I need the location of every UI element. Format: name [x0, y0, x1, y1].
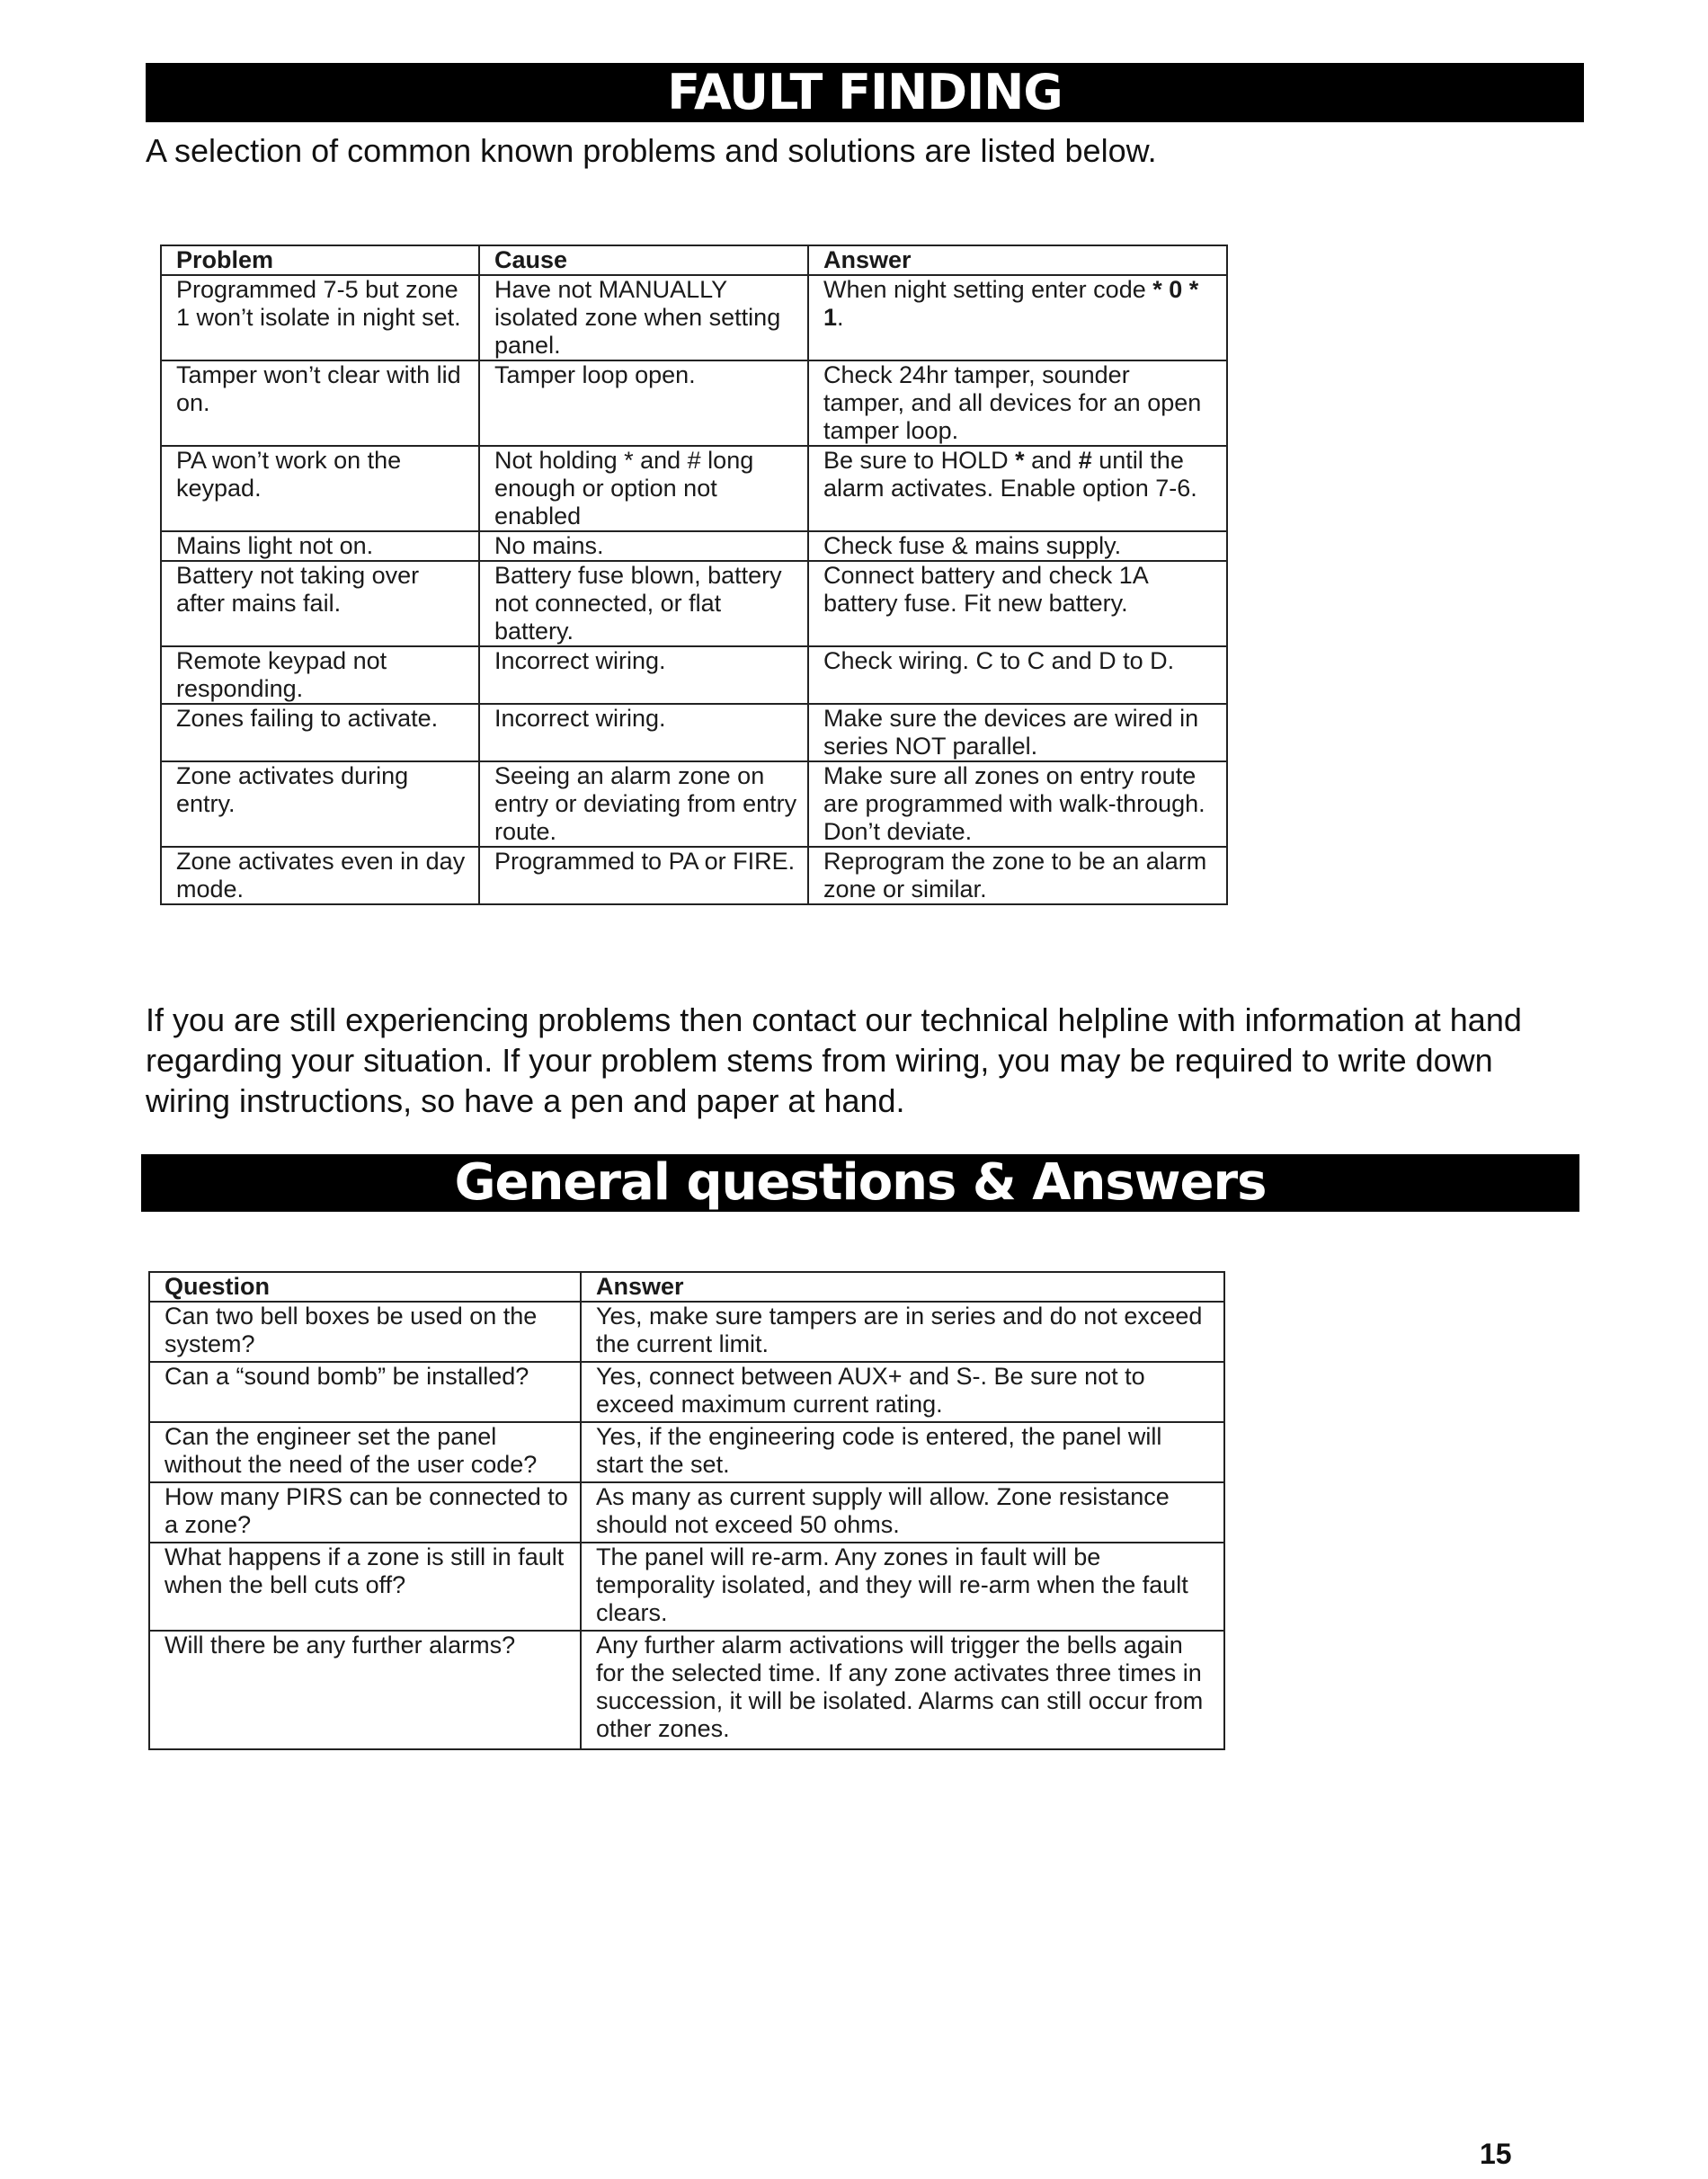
cause-cell: Have not MANUALLY isolated zone when setting panel. — [479, 275, 808, 360]
header-answer: Answer — [808, 245, 1227, 275]
problem-cell: Mains light not on. — [161, 531, 479, 561]
header-problem: Problem — [161, 245, 479, 275]
header-cause: Cause — [479, 245, 808, 275]
answer-cell: Make sure all zones on entry route are programmed with walk-through. Don’t deviate. — [808, 761, 1227, 847]
answer-key: * — [1015, 447, 1025, 474]
problem-cell: PA won’t work on the keypad. — [161, 446, 479, 531]
answer-suffix: . — [837, 304, 844, 331]
problem-cell: Zones failing to activate. — [161, 704, 479, 761]
problem-cell: Programmed 7-5 but zone 1 won’t isolate in night set. — [161, 275, 479, 360]
answer-text: Be sure to HOLD — [823, 447, 1009, 474]
table-row — [149, 1543, 1224, 1631]
cause-cell: Incorrect wiring. — [479, 646, 808, 704]
table-row — [161, 646, 1227, 704]
general-qa-table — [148, 1271, 1225, 1750]
problem-cell: Tamper won’t clear with lid on. — [161, 360, 479, 446]
answer-cell: Yes, make sure tampers are in series and do not exceed the current limit. — [581, 1302, 1224, 1362]
question-cell: What happens if a zone is still in fault when the bell cuts off? — [149, 1543, 581, 1631]
answer-text: and — [1031, 447, 1072, 474]
problem-cell: Zone activates during entry. — [161, 761, 479, 847]
answer-cell: Check wiring. C to C and D to D. — [808, 646, 1227, 704]
cause-cell: Programmed to PA or FIRE. — [479, 847, 808, 904]
table-row — [161, 531, 1227, 561]
table-row — [161, 761, 1227, 847]
answer-text: until the alarm activates. Enable option 7-6. — [823, 447, 1197, 502]
answer-cell: Check 24hr tamper, sounder tamper, and all devices for an open tamper loop. — [808, 360, 1227, 446]
answer-cell: Yes, if the engineering code is entered, the panel will start the set. — [581, 1422, 1224, 1482]
answer-key: # — [1078, 447, 1092, 474]
table-row — [161, 446, 1227, 531]
header-answer: Answer — [581, 1272, 1224, 1302]
answer-cell: Check fuse & mains supply. — [808, 531, 1227, 561]
answer-cell: Connect battery and check 1A battery fuse. Fit new battery. — [808, 561, 1227, 646]
table-row — [161, 704, 1227, 761]
helpline-text: If you are still experiencing problems then contact our technical helpline with information at hand regarding your situation. If your problem stems from wiring, you may be required to write down wiring instructions, so have a pen and paper at hand. — [146, 1001, 1522, 1119]
answer-cell: Any further alarm activations will trigger the bells again for the selected time. If any zone activates three times in succession, it will be isolated. Alarms can still occur from other zones. — [581, 1631, 1224, 1749]
table-header-row — [149, 1272, 1224, 1302]
table-header-row — [161, 245, 1227, 275]
question-cell: Can a “sound bomb” be installed? — [149, 1362, 581, 1422]
answer-code: * 0 * 1 — [823, 276, 1199, 331]
intro-text: A selection of common known problems and solutions are listed below. — [146, 132, 1157, 169]
table-row — [161, 275, 1227, 360]
cause-cell: Not holding * and # long enough or option not enabled — [479, 446, 808, 531]
answer-cell: Yes, connect between AUX+ and S-. Be sure not to exceed maximum current rating. — [581, 1362, 1224, 1422]
table-row — [149, 1482, 1224, 1543]
question-cell: Can two bell boxes be used on the system? — [149, 1302, 581, 1362]
fault-finding-table — [160, 245, 1228, 905]
cause-cell: Battery fuse blown, battery not connected, or flat battery. — [479, 561, 808, 646]
answer-cell — [808, 275, 1227, 360]
table-row — [161, 561, 1227, 646]
answer-cell: Make sure the devices are wired in series NOT parallel. — [808, 704, 1227, 761]
problem-cell: Battery not taking over after mains fail. — [161, 561, 479, 646]
table-row — [149, 1631, 1224, 1749]
answer-cell: Reprogram the zone to be an alarm zone or similar. — [808, 847, 1227, 904]
table-row — [149, 1302, 1224, 1362]
page-number: 15 — [1480, 2138, 1512, 2170]
cause-cell: Seeing an alarm zone on entry or deviating from entry route. — [479, 761, 808, 847]
table-row — [161, 847, 1227, 904]
answer-text: When night setting enter code — [823, 276, 1146, 303]
cause-cell: No mains. — [479, 531, 808, 561]
header-question: Question — [149, 1272, 581, 1302]
fault-finding-title: FAULT FINDING — [146, 63, 1584, 122]
problem-cell: Zone activates even in day mode. — [161, 847, 479, 904]
table-row — [149, 1362, 1224, 1422]
answer-cell: As many as current supply will allow. Zone resistance should not exceed 50 ohms. — [581, 1482, 1224, 1543]
problem-cell: Remote keypad not responding. — [161, 646, 479, 704]
question-cell: How many PIRS can be connected to a zone? — [149, 1482, 581, 1543]
question-cell: Can the engineer set the panel without the need of the user code? — [149, 1422, 581, 1482]
general-qa-title: General questions & Answers — [141, 1154, 1579, 1212]
cause-cell: Incorrect wiring. — [479, 704, 808, 761]
cause-cell: Tamper loop open. — [479, 360, 808, 446]
question-cell: Will there be any further alarms? — [149, 1631, 581, 1749]
table-row — [161, 360, 1227, 446]
table-row — [149, 1422, 1224, 1482]
answer-cell: The panel will re-arm. Any zones in fault will be temporality isolated, and they will re-arm when the fault clears. — [581, 1543, 1224, 1631]
answer-cell — [808, 446, 1227, 531]
